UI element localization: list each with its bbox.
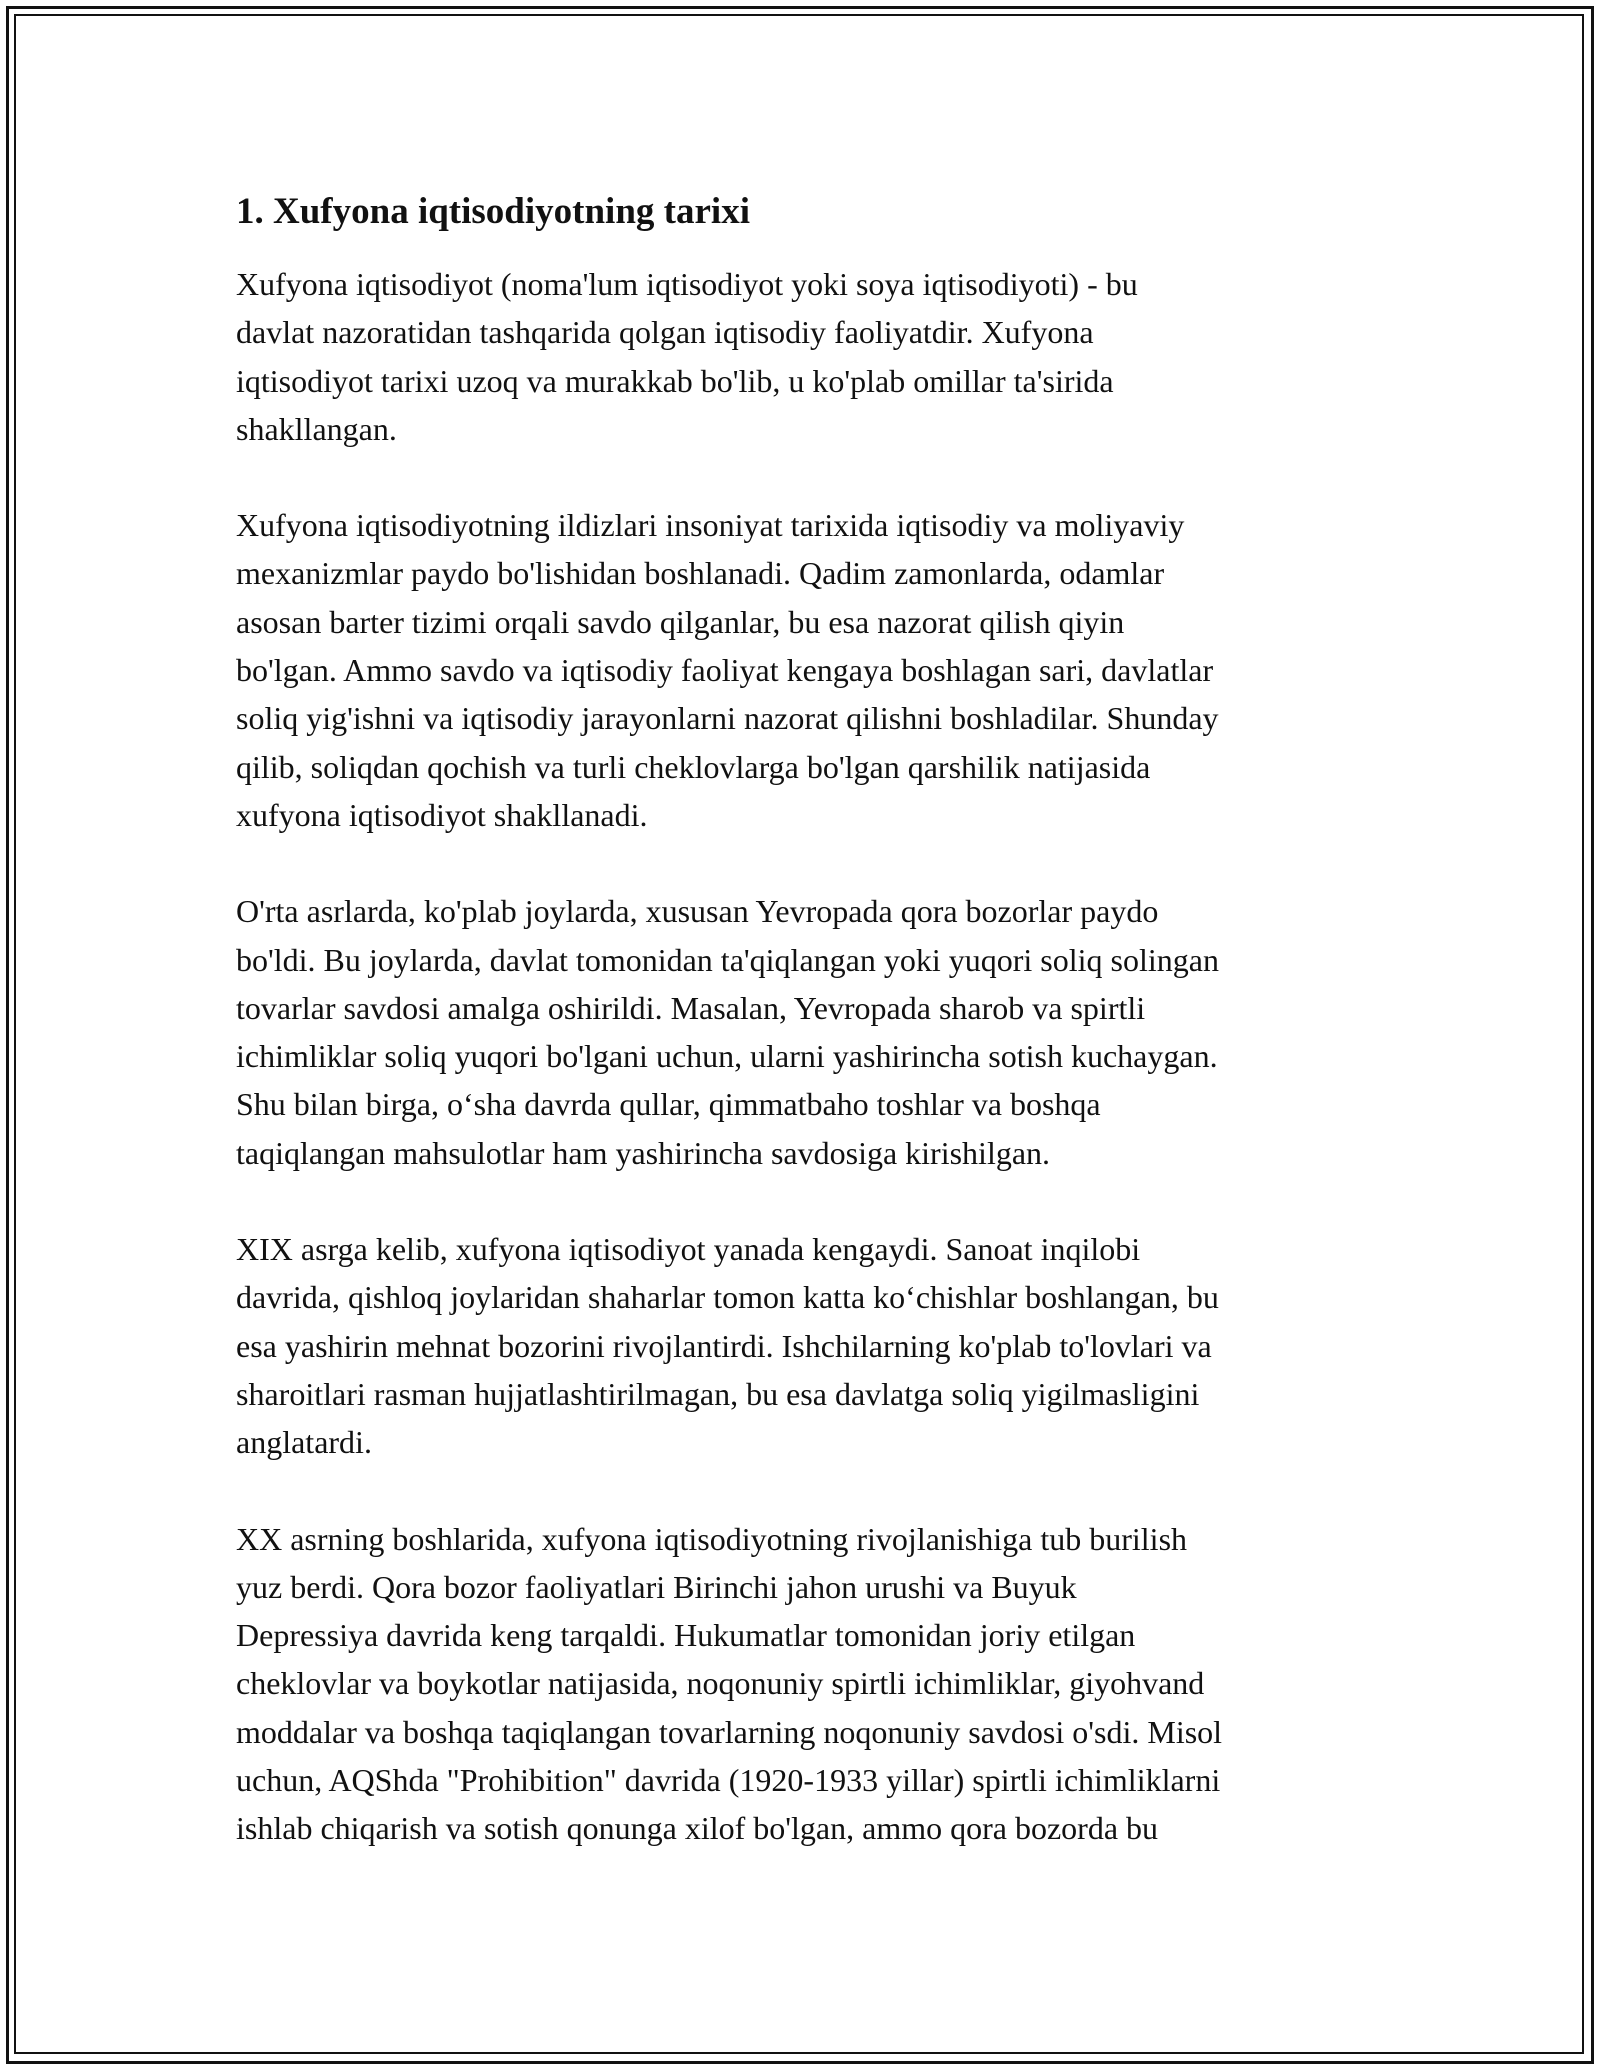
text-line: esa yashirin mehnat bozorini rivojlantirdi. Ishchilarning ko'plab to'lovlari va: [236, 1327, 1212, 1364]
text-line: soliq yig'ishni va iqtisodiy jarayonlarni nazorat qilishni boshladilar. Shunday: [236, 700, 1219, 737]
paragraph-5: [236, 1515, 1376, 1853]
text-line: tovarlar savdosi amalga oshirildi. Masalan, Yevropada sharob va spirtli: [236, 989, 1146, 1026]
text-line: Xufyona iqtisodiyot (noma'lum iqtisodiyot yoki soya iqtisodiyoti) - bu: [236, 266, 1138, 302]
text-line: Xufyona iqtisodiyotning ildizlari insoniyat tarixida iqtisodiy va moliyaviy: [236, 507, 1185, 544]
text-line: Depressiya davrida keng tarqaldi. Hukumatlar tomonidan joriy etilgan: [236, 1617, 1136, 1654]
section-heading: 1. Xufyona iqtisodiyotning tarixi: [236, 191, 750, 232]
text-line: O'rta asrlarda, ko'plab joylarda, xususan Yevropada qora bozorlar paydo: [236, 893, 1159, 930]
text-line: moddalar va boshqa taqiqlangan tovarlarning noqonuniy savdosi o'sdi. Misol: [236, 1713, 1223, 1750]
text-line: qilib, soliqdan qochish va turli cheklovlarga bo'lgan qarshilik natijasida: [236, 748, 1151, 785]
paragraph-2: [236, 501, 1376, 839]
document-body: [236, 188, 1376, 1901]
text-line: bo'ldi. Bu joylarda, davlat tomonidan ta'qiqlangan yoki yuqori soliq solingan: [236, 941, 1219, 978]
text-line: yuz berdi. Qora bozor faoliyatlari Birinchi jahon urushi va Buyuk: [236, 1568, 1077, 1605]
text-line: cheklovlar va boykotlar natijasida, noqonuniy spirtli ichimliklar, giyohvand: [236, 1665, 1205, 1702]
text-line: shakllangan.: [236, 410, 397, 447]
text-line: anglatardi.: [236, 1424, 372, 1461]
text-line: davlat nazoratidan tashqarida qolgan iqtisodiy faoliyatdir. Xufyona: [236, 314, 1094, 351]
text-line: bo'lgan. Ammo savdo va iqtisodiy faoliyat kengaya boshlagan sari, davlatlar: [236, 652, 1214, 689]
text-line: ichimliklar soliq yuqori bo'lgani uchun, ularni yashirincha sotish kuchaygan.: [236, 1038, 1218, 1075]
text-line: XX asrning boshlarida, xufyona iqtisodiyotning rivojlanishiga tub burilish: [236, 1520, 1188, 1557]
text-line: XIX asrga kelib, xufyona iqtisodiyot yanada kengaydi. Sanoat inqilobi: [236, 1231, 1141, 1268]
paragraph-3: [236, 887, 1376, 1177]
text-line: asosan barter tizimi orqali savdo qilganlar, bu esa nazorat qilish qiyin: [236, 603, 1125, 640]
text-line: mexanizmlar paydo bo'lishidan boshlanadi. Qadim zamonlarda, odamlar: [236, 555, 1165, 592]
text-line: iqtisodiyot tarixi uzoq va murakkab bo'lib, u ko'plab omillar ta'sirida: [236, 362, 1114, 399]
paragraph-4: [236, 1225, 1376, 1466]
text-line: uchun, AQShda "Prohibition" davrida (1920-1933 yillar) spirtli ichimliklarni: [236, 1762, 1221, 1799]
paragraph-1: [236, 260, 1376, 453]
text-line: davrida, qishloq joylaridan shaharlar tomon katta ko‘chishlar boshlangan, bu: [236, 1279, 1219, 1316]
text-line: taqiqlangan mahsulotlar ham yashirincha savdosiga kirishilgan.: [236, 1134, 1051, 1171]
text-line: xufyona iqtisodiyot shakllanadi.: [236, 796, 648, 833]
text-line: Shu bilan birga, o‘sha davrda qullar, qimmatbaho toshlar va boshqa: [236, 1086, 1101, 1123]
text-line: ishlab chiqarish va sotish qonunga xilof bo'lgan, ammo qora bozorda bu: [236, 1810, 1159, 1847]
text-line: sharoitlari rasman hujjatlashtirilmagan, bu esa davlatga soliq yigilmasligini: [236, 1375, 1200, 1412]
